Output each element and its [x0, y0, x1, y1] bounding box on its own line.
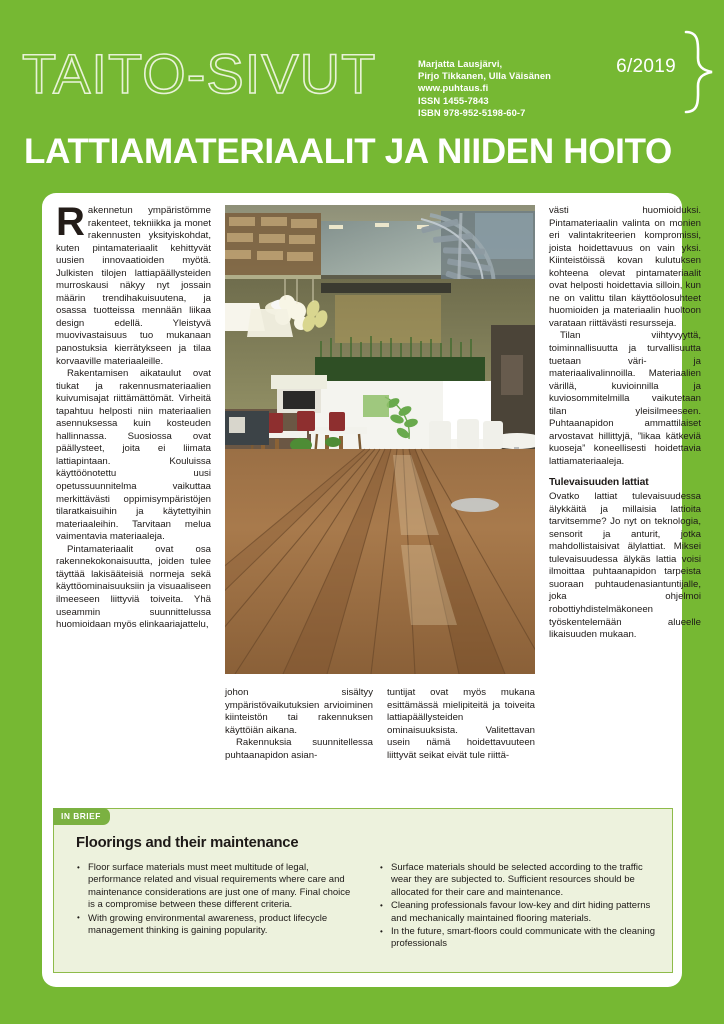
list-item: • Cleaning professionals favour low-key and dirt hiding patterns and mechanically maintained flooring materials.: [379, 900, 660, 925]
in-brief-column-left: [76, 862, 357, 952]
paragraph-left-2: Rakentamisen aikataulut ovat tiukat ja rakennusmateriaalien kuivumisajat riittämättömät. Virheitä tapahtuu helposti niin materiaalien asennuksessa kuin kosteuden hallinnassa. Suosiossa ovat päällysteet, joita ei liimata lattiapintaan. Kouluissa käyttöönotettu uusi opetussuunnitelma vaikuttaa merkittävästi oppimisympäristöjen tilaratkaisuihin ja käytettyihin materiaaleihin. Tarvitaan melua vaimentavia materiaaleja.: [56, 368, 211, 543]
list-item: • Surface materials should be selected according to the traffic wear they are subjected to. Sufficient resources should be allocated for their care and maintenance.: [379, 862, 660, 899]
list-item: • Floor surface materials must meet multitude of legal, performance related and visual requirements where care and maintenance considerations are just one of many. Final choice is a compromise between these different criteria.: [76, 862, 357, 912]
article-column-middle-2: [387, 687, 535, 762]
section-subheading: Tulevaisuuden lattiat: [549, 477, 649, 489]
article-column-middle: [225, 687, 373, 762]
list-item: • With growing environmental awareness, product lifecycle management thinking is gaining popularity.: [76, 913, 357, 938]
drop-cap: R: [56, 200, 85, 244]
in-brief-title: Floorings and their maintenance: [76, 835, 299, 851]
in-brief-list-left: [76, 862, 357, 937]
article-photo: [225, 205, 535, 674]
in-brief-columns: [76, 862, 660, 952]
brace-decoration-icon: [680, 30, 720, 114]
author-credits: [418, 58, 551, 119]
credits-line-website: www.puhtaus.fi: [418, 82, 489, 94]
credits-line-authors-2: Pirjo Tikkanen, Ulla Väisänen: [418, 70, 551, 82]
masthead-text: TAITO-SIVUT: [22, 42, 377, 105]
article-column-left: [56, 200, 211, 632]
paragraph-mid-1: johon sisältyy ympäristövaikutuksien arvioiminen kiinteistön tai rakennuksen käyttöiän aikana.: [225, 687, 373, 736]
page-header: [0, 0, 724, 180]
article-column-right: [549, 205, 701, 642]
paragraph-left-3: Pintamateriaalit ovat osa rakennekokonaisuutta, joiden tulee täyttää lakisääteisiä normeja sekä käyttöominaisuuksiin ja visuaaliseen ilmeeseen liittyviä toiveita. Yhä useammin suunnittelussa huomioidaan myös elinkaariajattelu,: [56, 543, 211, 631]
credits-line-isbn: ISBN 978-952-5198-60-7: [418, 106, 526, 118]
article-body: [53, 200, 701, 797]
paragraph-right-3: Ovatko lattiat tulevaisuudessa älykkäitä ja millaisia lattioita tarvitsemme? Jo nyt on teknologia, sensorit ja anturit, jotka mahdollistaisivat älylattiat. Miksei tulevaisuudessa älykäs lattia voisi ilmoittaa puhtaanapidon tarpeista suoraan puhtaudenasiantuntijalle, joka ohjelmoi robottiyhdistelmäkoneen työskentelemään alueelle likaisuuden mukaan.: [549, 491, 701, 641]
credits-line-authors-1: Marjatta Lausjärvi,: [418, 58, 503, 69]
paragraph-right-1: västi huomioiduksi. Pintamateriaalin valinta on monien eri valintakriteerien kompromissi, joista hoidettavuus on vain yksi. Kiinteistöissä kovan kulutuksen kohteena olevat pintamateriaalit ovat helposti hoidettavia silloin, kun ne on valittu tilan käyttöolosuhteet huomioiden ja materiaalin huoltoon varataan riittävästi resursseja.: [549, 205, 701, 329]
issue-number: 6/2019: [616, 56, 676, 77]
list-item: • In the future, smart-floors could communicate with the cleaning professionals: [379, 926, 660, 951]
paragraph-right-2: Tilan viihtyvyyttä, toiminnallisuutta ja turvallisuutta tuetaan väri- ja materiaalivalinnoilla. Materiaalien värillä, kuvioinnilla ja kuviosommitelmilla vaikutetaan tilan yleisilmeeseen. Puhtaanapidon ammattilaiset arvostavat hillittyjä, ”likaa kätkeviä kuoseja” koneellisesti hoidettavia lattiamateriaaleja.: [549, 330, 701, 467]
in-brief-column-right: [379, 862, 660, 952]
masthead-title: [22, 42, 377, 105]
in-brief-list-right: [379, 862, 660, 951]
paragraph-mid2-1: tuntijat ovat myös mukana esittämässä mielipiteitä ja toiveita lattiapäällysteiden ominaisuuksista. Valitettavan usein nämä hoidettavuuteen liittyvät seikat eivät tule riittä-: [387, 687, 535, 761]
photo-illustration: [225, 205, 535, 674]
in-brief-box: [53, 808, 673, 973]
credits-line-issn: ISSN 1455-7843: [418, 94, 489, 106]
paragraph-mid-2: Rakennuksia suunnitellessa puhtaanapidon asian-: [225, 737, 373, 761]
page-title: LATTIAMATERIAALIT JA NIIDEN HOITO: [24, 132, 672, 171]
paragraph-left-1-text: akennetun ympäristömme rakenteet, tekniikka ja monet rakennusten yksityiskohdat, kuten pintamateriaalit kehittyvät uusien innovaatioiden myötä. Julkisten tilojen lattiapäällysteiden murroskausi näkyy nyt jossain määrin trendihakuisuutena, ja osassa tuotteissa mennään liikaa design edellä. Yleistyvä muovivastaisuus tuo mukanaan panostuksia kierrätykseen ja tilaa korvaaville materiaaleille.: [56, 205, 211, 367]
paragraph-left-1: [56, 200, 211, 368]
in-brief-tab-label: IN BRIEF: [53, 808, 110, 825]
